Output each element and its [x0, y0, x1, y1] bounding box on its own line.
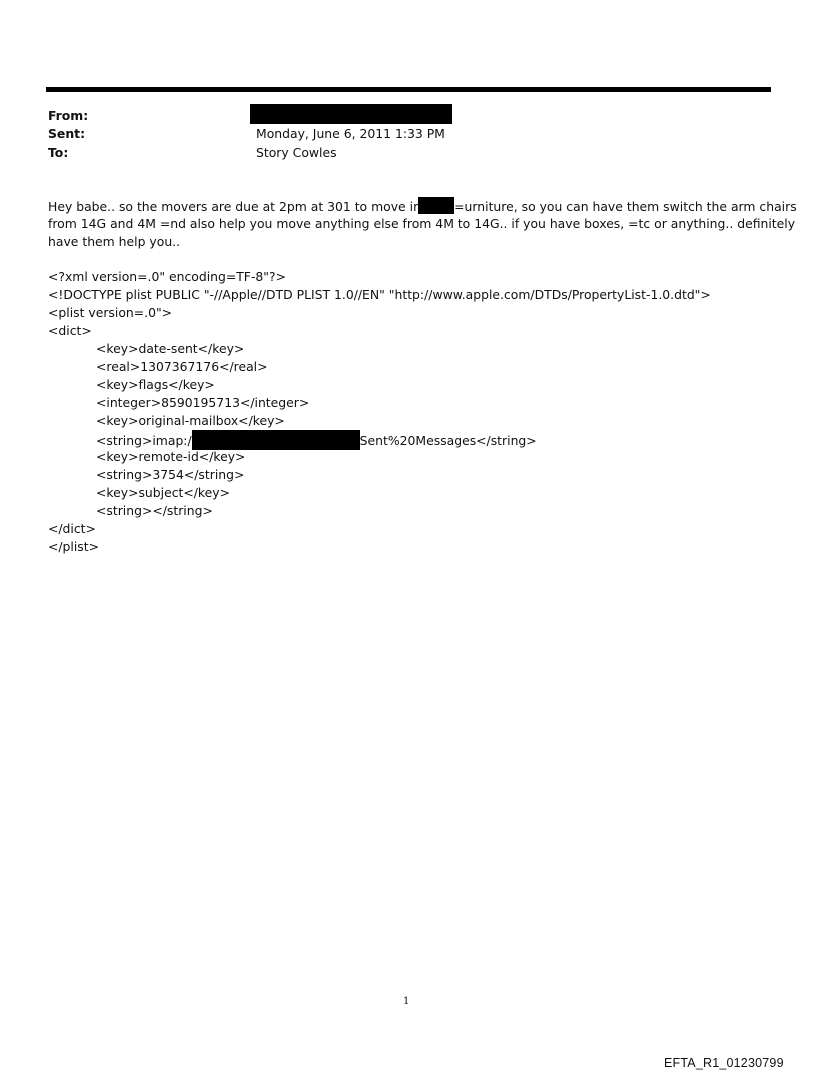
plist-close-tag: </plist>: [48, 539, 100, 554]
bates-number: EFTA_R1_01230799: [664, 1056, 784, 1070]
mailbox-suffix: Sent%20Messages</string>: [359, 433, 537, 448]
from-redaction: [250, 104, 452, 124]
plist-entry: <key>date-sent</key>: [96, 341, 245, 356]
plist-entry: <key>original-mailbox</key>: [96, 413, 285, 428]
plist-entry: <key>flags</key>: [96, 377, 215, 392]
header-rule: [46, 87, 771, 92]
plist-entry: <real>1307367176</real>: [96, 359, 268, 374]
plist-entry: <string>3754</string>: [96, 467, 245, 482]
dict-open-tag: <dict>: [48, 323, 92, 338]
to-label: To:: [48, 145, 69, 160]
doctype-line: <!DOCTYPE plist PUBLIC "-//Apple//DTD PLIST 1.0//EN" "http://www.apple.com/DTDs/PropertyList-1.0.dtd">: [48, 287, 711, 302]
mailbox-prefix: <string>imap:/: [96, 433, 192, 448]
body-redaction: [418, 197, 454, 214]
message-line-1-part-2: =urniture, so you can have them switch the arm chairs: [454, 199, 797, 214]
sent-value: Monday, June 6, 2011 1:33 PM: [256, 126, 445, 141]
mailbox-redaction: [192, 430, 360, 450]
plist-open-tag: <plist version=.0">: [48, 305, 173, 320]
message-line-3: have them help you..: [48, 234, 181, 249]
to-value: Story Cowles: [256, 145, 337, 160]
sent-label: Sent:: [48, 126, 86, 141]
plist-entry: <key>subject</key>: [96, 485, 230, 500]
dict-close-tag: </dict>: [48, 521, 96, 536]
plist-entry: <key>remote-id</key>: [96, 449, 246, 464]
message-line-2: from 14G and 4M =nd also help you move anything else from 4M to 14G.. if you have boxes, =tc or anything.. definitely: [48, 216, 796, 231]
plist-entry: <integer>8590195713</integer>: [96, 395, 310, 410]
plist-entry-mailbox: [96, 430, 537, 450]
page-number: 1: [403, 996, 410, 1007]
message-line-1-part-1: Hey babe.. so the movers are due at 2pm at 301 to move ir: [48, 199, 419, 214]
plist-entry: <string></string>: [96, 503, 213, 518]
message-line-1: [48, 197, 797, 216]
from-label: From:: [48, 108, 89, 123]
xml-declaration: <?xml version=.0" encoding=TF-8"?>: [48, 269, 286, 284]
